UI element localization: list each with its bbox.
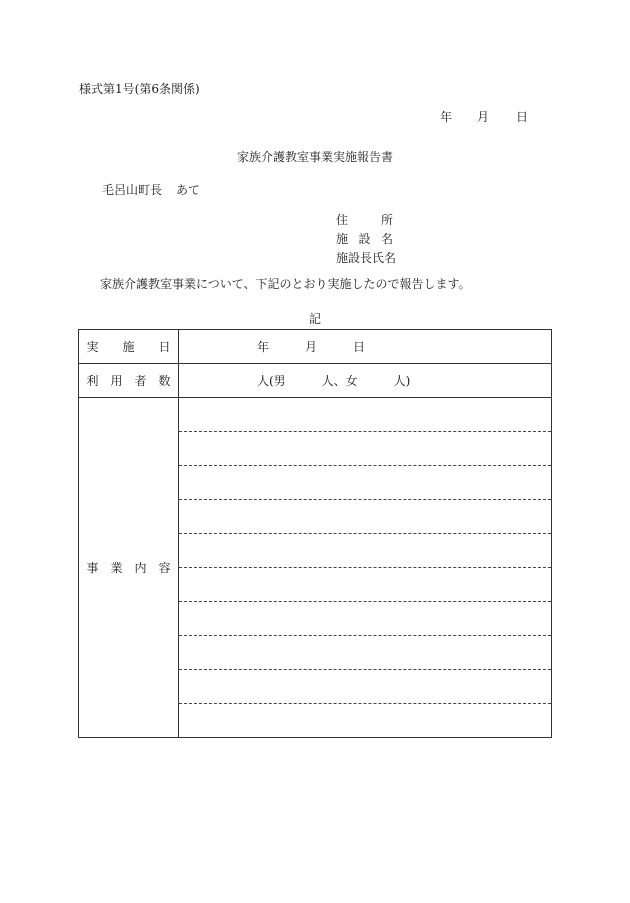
content-line[interactable]	[179, 500, 551, 534]
addressee	[102, 181, 200, 198]
content-label-cell	[79, 398, 179, 738]
reporter-facility-label: 施設名	[336, 232, 393, 246]
content-line[interactable]	[179, 568, 551, 602]
report-table	[78, 329, 552, 738]
reporter-block	[336, 211, 397, 268]
form-number: 様式第1号(第6条関係)	[79, 82, 200, 96]
document-title: 家族介護教室事業実施報告書	[236, 150, 393, 164]
report-statement: 家族介護教室事業について、下記のとおり実施したので報告します。	[100, 277, 471, 291]
report-date-year: 年	[440, 110, 453, 124]
content-line[interactable]	[179, 704, 551, 737]
ki-heading: 記	[308, 312, 321, 326]
users-value: 人(男 人、女 人)	[257, 374, 411, 388]
users-value-cell[interactable]	[179, 364, 552, 398]
date-label-cell	[79, 330, 179, 364]
content-line[interactable]	[179, 398, 551, 432]
users-label-cell	[79, 364, 179, 398]
report-date-month: 月	[477, 110, 490, 124]
users-label: 利用者数	[86, 374, 171, 388]
date-label: 実施日	[86, 340, 171, 354]
content-line[interactable]	[179, 636, 551, 670]
content-lines	[179, 398, 551, 737]
content-line[interactable]	[179, 432, 551, 466]
reporter-address-label: 住所	[336, 213, 393, 227]
report-date	[440, 108, 528, 125]
reporter-director-label: 施設長氏名	[336, 251, 397, 265]
content-value-cell[interactable]	[179, 398, 552, 738]
table-row-content	[79, 398, 552, 738]
content-line[interactable]	[179, 602, 551, 636]
date-value-cell[interactable]	[179, 330, 552, 364]
content-line[interactable]	[179, 670, 551, 704]
content-label: 事業内容	[86, 561, 171, 575]
report-date-day: 日	[516, 110, 529, 124]
date-month: 月	[305, 340, 318, 354]
table-row-users	[79, 364, 552, 398]
date-day: 日	[353, 340, 366, 354]
addressee-name: 毛呂山町長	[102, 183, 163, 197]
date-year: 年	[257, 340, 270, 354]
content-line[interactable]	[179, 534, 551, 568]
table-row-date	[79, 330, 552, 364]
addressee-honorific: あて	[176, 183, 201, 197]
content-line[interactable]	[179, 466, 551, 500]
